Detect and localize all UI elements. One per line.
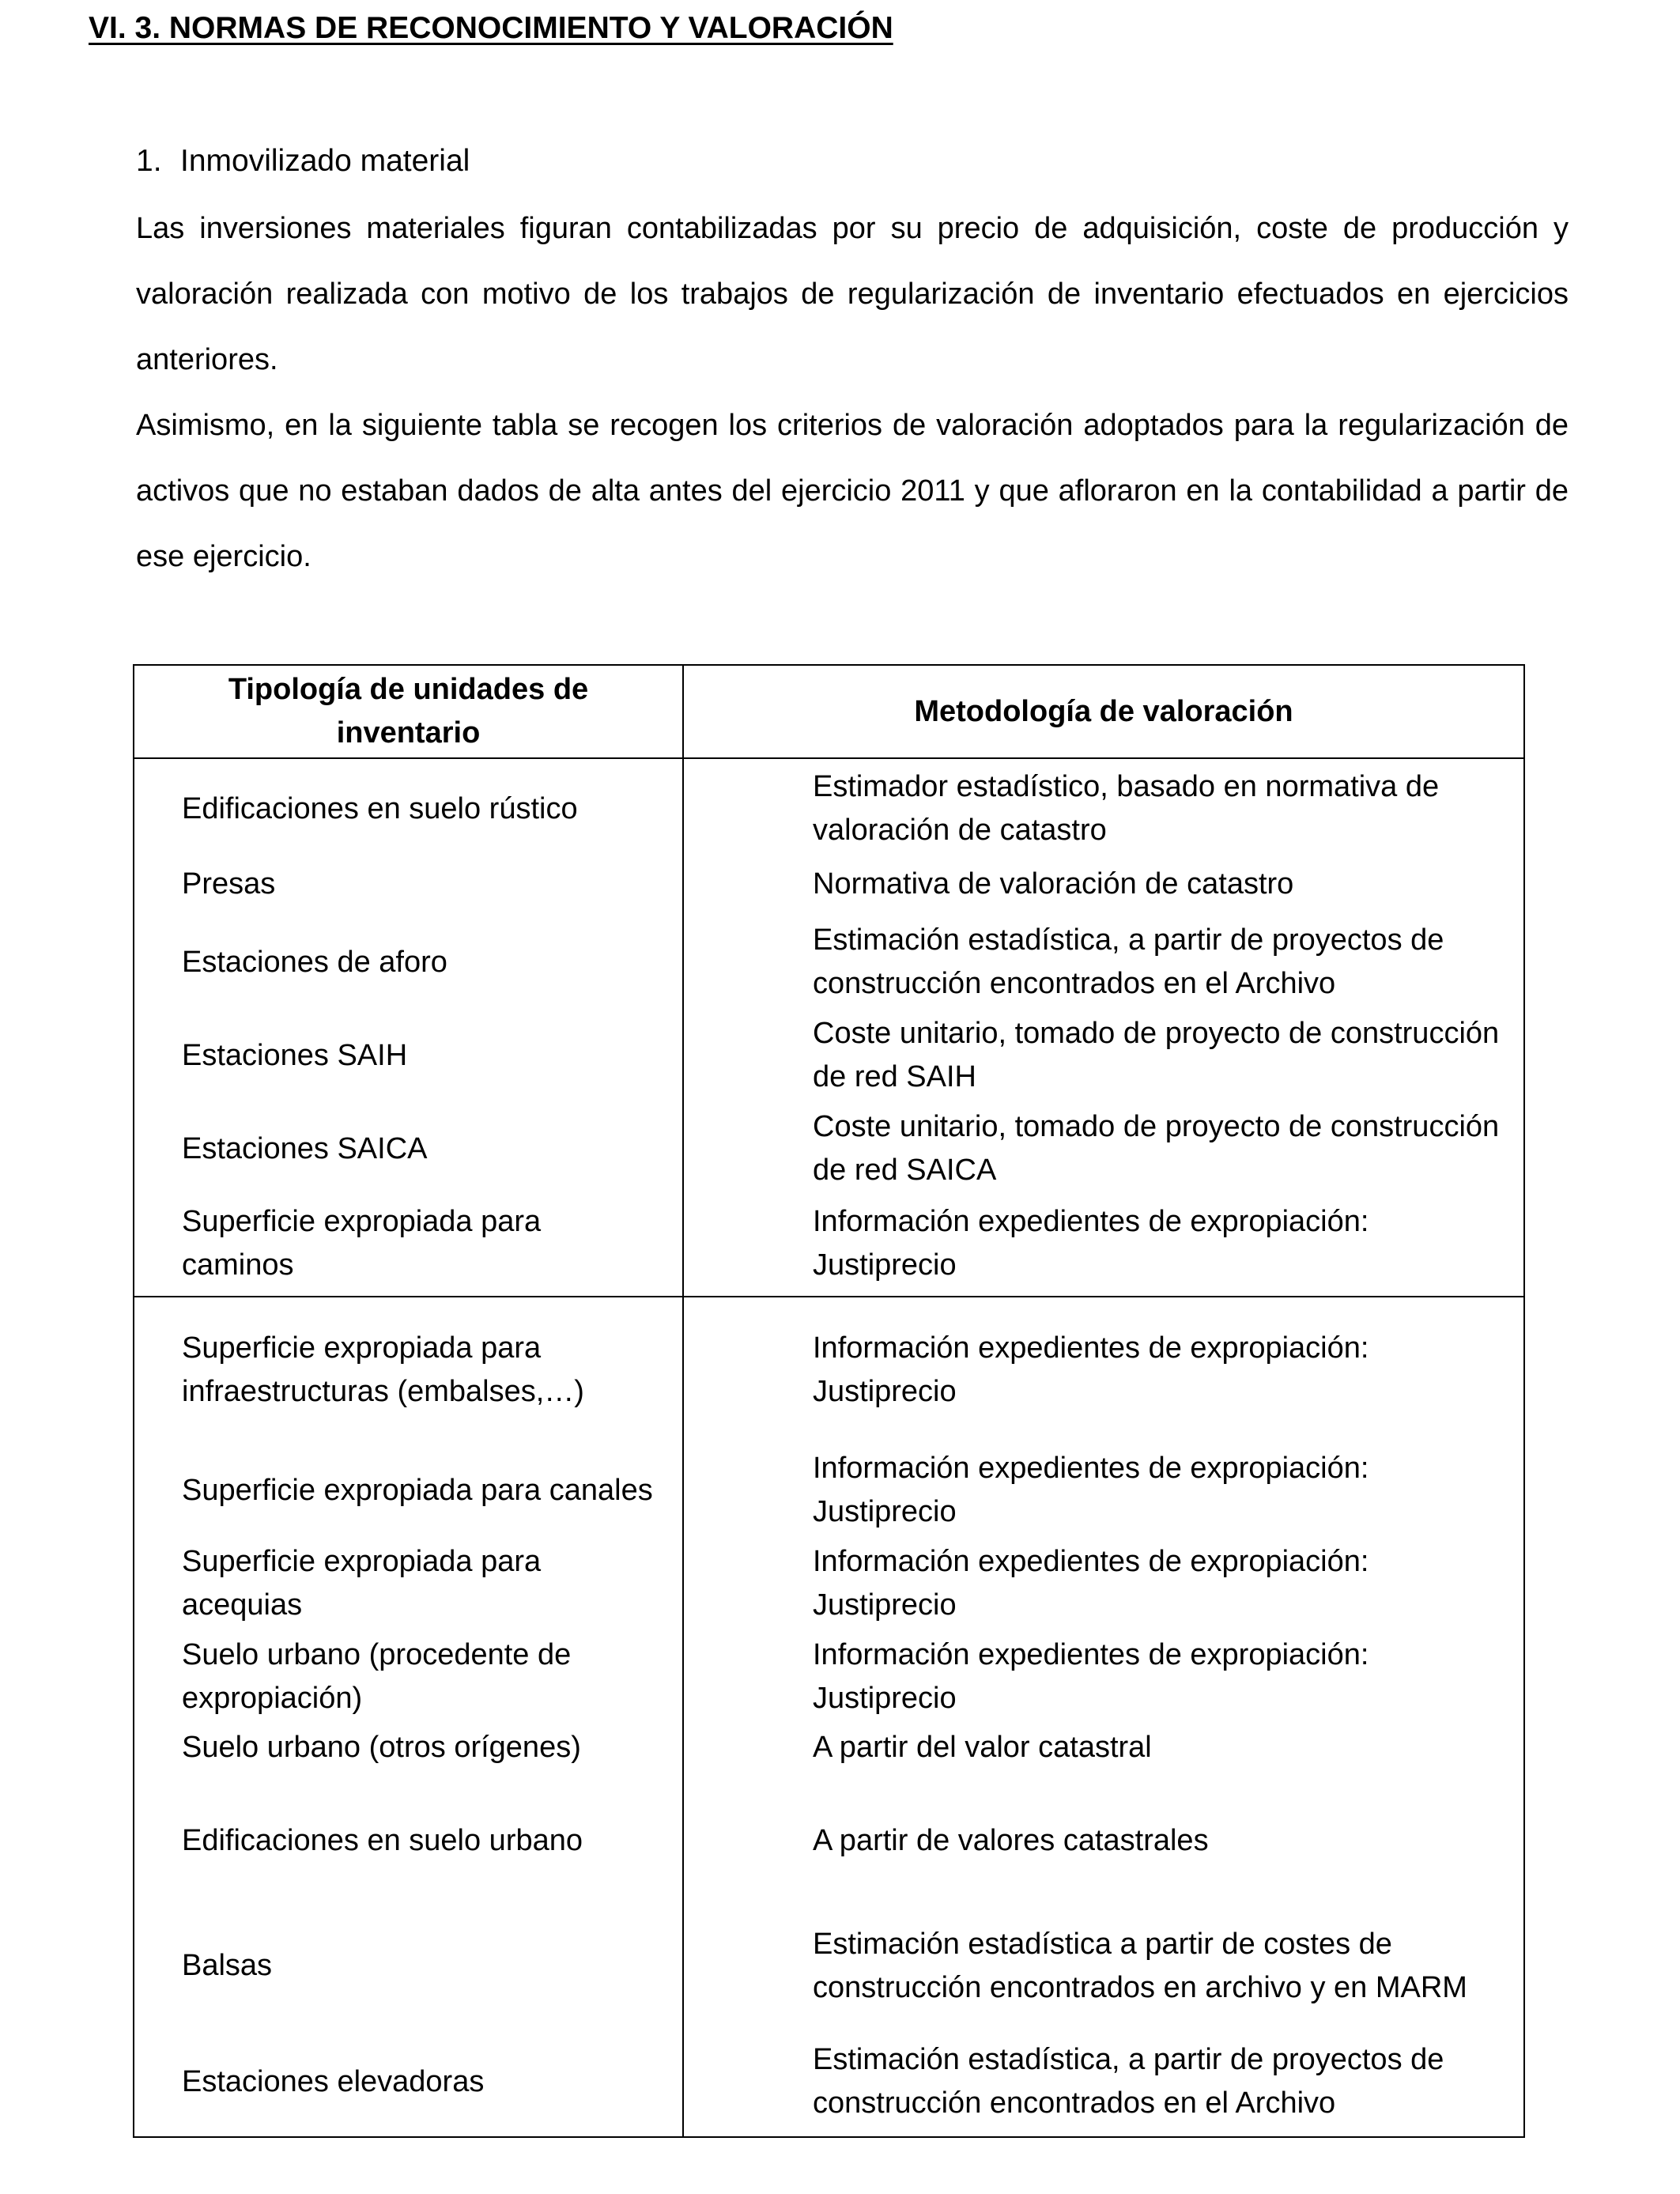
table-cell-methodology: Estimación estadística a partir de costes de construcción encontrados en archivo y en MARM — [813, 1927, 1467, 2004]
table-cell-methodology: Estimador estadístico, basado en normativa de valoración de catastro — [813, 770, 1440, 847]
paragraph-table-intro: Asimismo, en la siguiente tabla se recogen los criterios de valoración adoptados para la regularización de activos que no estaban dados de alta antes del ejercicio 2011 y que afloraron en la contabilidad a partir de ese ejercicio. — [136, 409, 1569, 573]
table-cell-methodology: Información expedientes de expropiación: Justiprecio — [813, 1331, 1369, 1408]
table-cell-typology: Superficie expropiada para acequias — [182, 1545, 542, 1622]
table-section-divider — [134, 1296, 1523, 1297]
subsection-title-text: Inmovilizado material — [180, 144, 470, 178]
table-cell-typology: Suelo urbano (otros orígenes) — [182, 1730, 581, 1764]
table-cell-methodology: Información expedientes de expropiación: Justiprecio — [813, 1205, 1369, 1282]
table-cell-typology: Estaciones de aforo — [182, 945, 447, 979]
table-cell-typology: Estaciones SAIH — [182, 1038, 408, 1072]
table-cell-typology: Superficie expropiada para caminos — [182, 1205, 542, 1282]
subsection-number: 1. — [136, 144, 162, 178]
table-cell-typology: Superficie expropiada para canales — [182, 1473, 653, 1507]
table-cell-methodology: A partir de valores catastrales — [813, 1823, 1209, 1857]
table-cell-methodology: Información expedientes de expropiación: Justiprecio — [813, 1545, 1369, 1622]
table-cell-typology: Edificaciones en suelo rústico — [182, 791, 578, 825]
table-cell-typology: Balsas — [182, 1949, 273, 1982]
table-cell-methodology: A partir del valor catastral — [813, 1730, 1152, 1764]
table-cell-methodology: Estimación estadística, a partir de proyectos de construcción encontrados en el Archivo — [813, 923, 1444, 1000]
subsection-title — [136, 139, 470, 183]
table-cell-methodology: Estimación estadística, a partir de proyectos de construcción encontrados en el Archivo — [813, 2043, 1444, 2120]
table-cell-methodology: Información expedientes de expropiación: Justiprecio — [813, 1452, 1369, 1528]
table-header-divider — [134, 757, 1523, 759]
valuation-table — [133, 664, 1525, 2138]
paragraph-intro: Las inversiones materiales figuran contabilizadas por su precio de adquisición, coste de producción y valoración realizada con motivo de los trabajos de regularización de inventario efectuados en ejercicios anteriores. — [136, 212, 1569, 376]
table-cell-methodology: Normativa de valoración de catastro — [813, 867, 1294, 901]
table-cell-methodology: Información expedientes de expropiación: Justiprecio — [813, 1638, 1369, 1715]
table-header-methodology: Metodología de valoración — [914, 694, 1293, 728]
table-column-divider — [682, 666, 684, 2136]
table-cell-typology: Presas — [182, 867, 276, 901]
table-header-typology: Tipología de unidades de inventario — [228, 673, 589, 750]
table-cell-typology: Estaciones SAICA — [182, 1131, 428, 1165]
table-cell-typology: Estaciones elevadoras — [182, 2064, 485, 2098]
table-cell-typology: Superficie expropiada para infraestructuras (embalses,…) — [182, 1331, 584, 1408]
table-cell-typology: Suelo urbano (procedente de expropiación) — [182, 1638, 572, 1715]
table-cell-typology: Edificaciones en suelo urbano — [182, 1823, 583, 1857]
table-cell-methodology: Coste unitario, tomado de proyecto de construcción de red SAICA — [813, 1110, 1500, 1187]
section-heading: VI. 3. NORMAS DE RECONOCIMIENTO Y VALORACIÓN — [89, 11, 893, 45]
table-cell-methodology: Coste unitario, tomado de proyecto de construcción de red SAIH — [813, 1017, 1500, 1093]
